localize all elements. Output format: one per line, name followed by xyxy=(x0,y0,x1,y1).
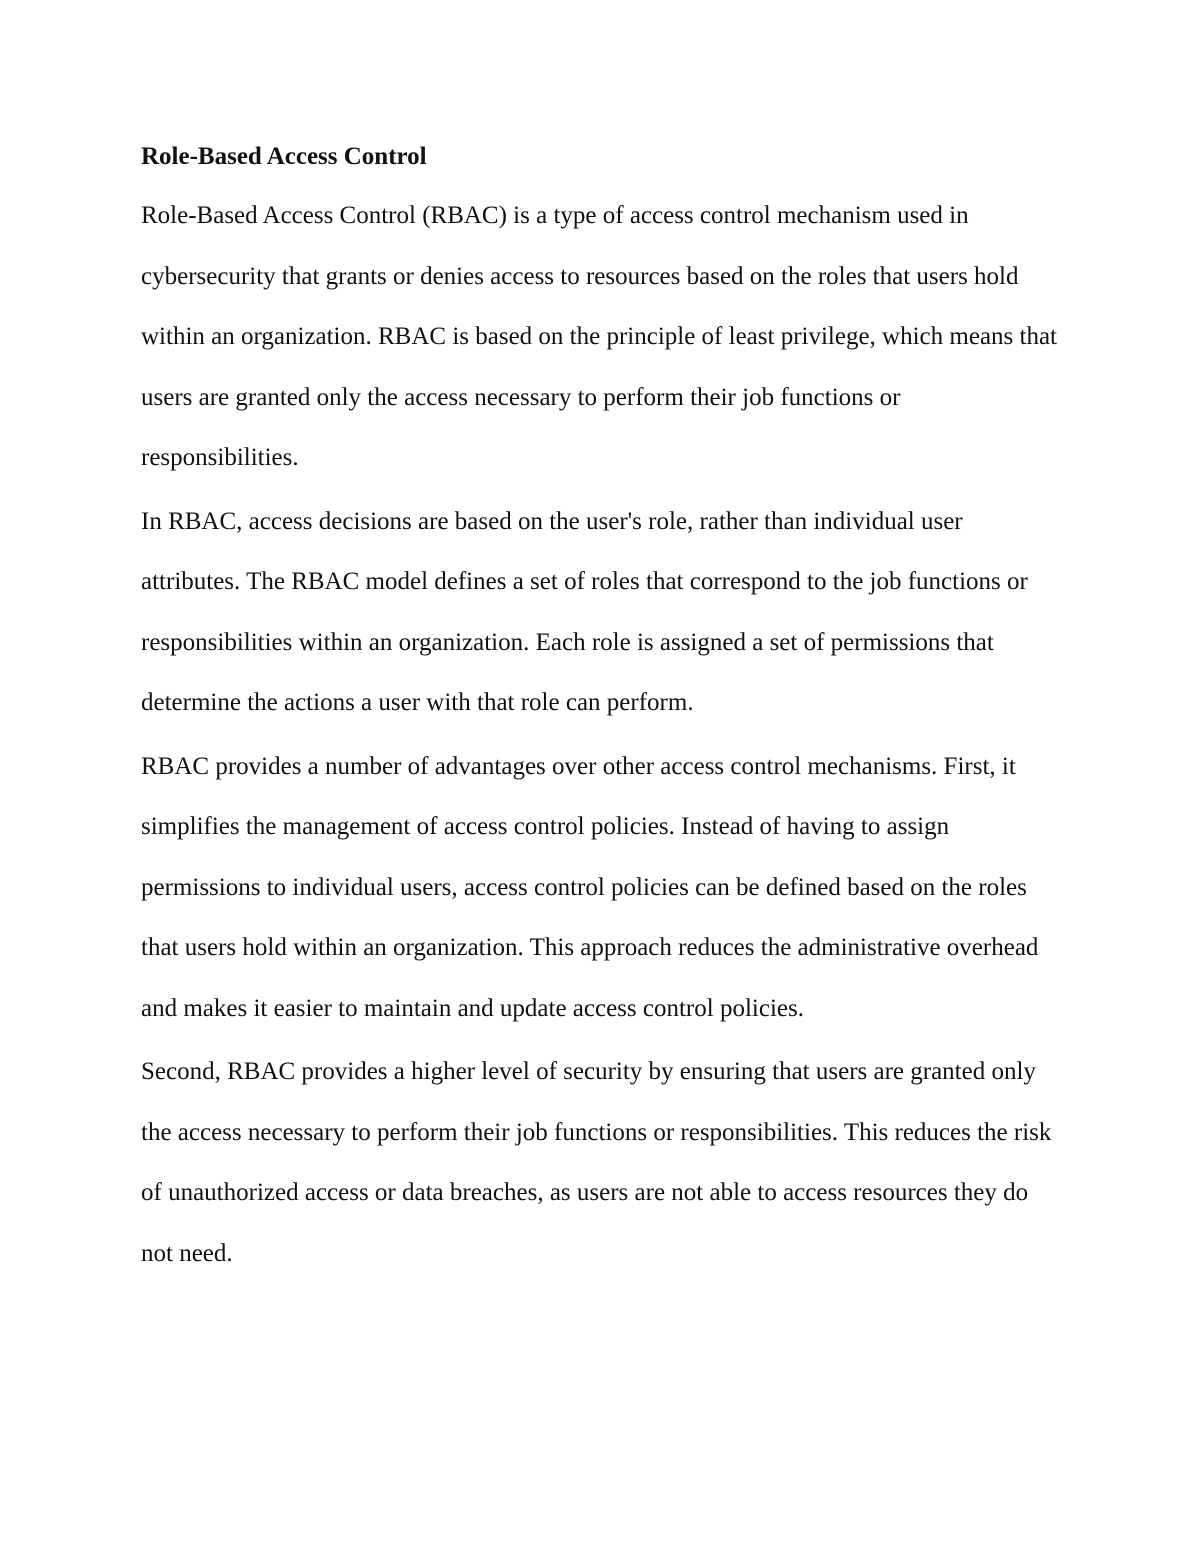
paragraph-rbac-advantages: RBAC provides a number of advantages over other access control mechanisms. First, it simplifies the management of access control policies. Instead of having to assign permissions to individual users, access control policies can be defined based on the roles that users hold within an organization. This approach reduces the administrative overhead and makes it easier to maintain and update access control policies. xyxy=(141,752,1039,1022)
paragraph-rbac-security: Second, RBAC provides a higher level of security by ensuring that users are granted only the access necessary to perform their job functions or responsibilities. This reduces the risk of unauthorized access or data breaches, as users are not able to access resources they do not need. xyxy=(141,1058,1052,1267)
document-body xyxy=(141,128,1061,1284)
document-title: Role-Based Access Control xyxy=(141,143,427,170)
paragraph-rbac-definition: Role-Based Access Control (RBAC) is a type of access control mechanism used in cybersecurity that grants or denies access to resources based on the roles that users hold within an organization. RBAC is based on the principle of least privilege, which means that users are granted only the access necessary to perform their job functions or responsibilities. xyxy=(141,202,1058,471)
paragraph-rbac-roles: In RBAC, access decisions are based on the user's role, rather than individual user attributes. The RBAC model defines a set of roles that correspond to the job functions or responsibilities within an organization. Each role is assigned a set of permissions that determine the actions a user with that role can perform. xyxy=(141,507,1028,716)
